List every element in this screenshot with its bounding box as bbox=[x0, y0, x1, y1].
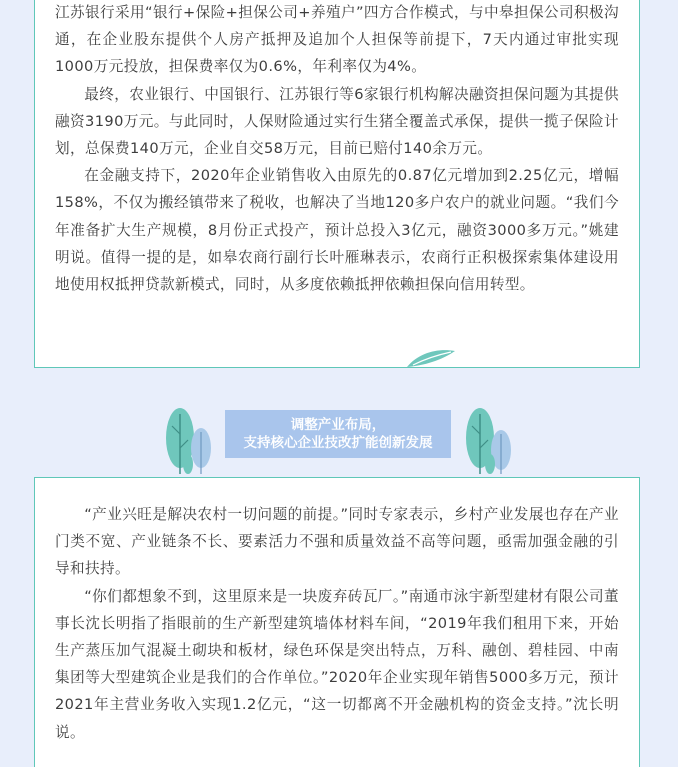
section-title bbox=[225, 410, 451, 458]
paragraph: “你们都想象不到，这里原来是一块废弃砖瓦厂。”南通市泳宇新型建材有限公司董事长沈长明指了指眼前的生产新型建筑墙体材料车间，“2019年我们租用下来，开始生产蒸压加气混凝土砌块和板材，绿色环保是突出特点，万科、融创、碧桂园、中南集团等大型建筑企业是我们的合作单位。”2020年企业实现年销售5000多万元，预计2021年主营业务收入实现1.2亿元，“这一切都离不开金融机构的资金支持。”沈长明说。 bbox=[55, 587, 619, 741]
tree-icon bbox=[160, 404, 216, 476]
paragraph: 最终，农业银行、中国银行、江苏银行等6家银行机构解决融资担保问题为其提供融资3190万元。与此同时，人保财险通过实行生猪全覆盖式承保，提供一揽子保险计划，总保费140万元，企业自交58万元，目前已赔付140余万元。 bbox=[55, 85, 619, 158]
leaf-icon bbox=[405, 348, 457, 368]
section-title-line1: 调整产业布局， bbox=[290, 417, 386, 433]
paragraph: “产业兴旺是解决农村一切问题的前提。”同时专家表示，乡村产业发展也存在产业门类不宽、产业链条不长、要素活力不强和质量效益不高等问题，亟需加强金融的引导和扶持。 bbox=[55, 506, 619, 578]
article-text-2 bbox=[35, 478, 639, 746]
section-title-line2: 支持核心企业技改扩能创新发展 bbox=[243, 435, 433, 451]
tree-icon bbox=[462, 404, 518, 476]
paragraph: 在金融支持下，2020年企业销售收入由原先的0.87亿元增加到2.25亿元，增幅158%，不仅为搬经镇带来了税收，也解决了当地120多户农户的就业问题。“我们今年准备扩大生产规模，8月份正式投产，预计总投入3亿元，融资3000多万元。”姚建明说。值得一提的是，如皋农商行副行长叶雁琳表示，农商行正积极探索集体建设用地使用权抵押贷款新模式，同时，从多度依赖抵押依赖担保向信用转型。 bbox=[55, 167, 619, 294]
paragraph: 江苏银行采用“银行+保险+担保公司+养殖户”四方合作模式，与中皋担保公司积极沟通，在企业股东提供个人房产抵押及追加个人担保等前提下，7天内通过审批实现1000万元投放，担保费率仅为0.6%，年利率仅为4%。 bbox=[55, 4, 619, 76]
article-text-1 bbox=[35, 0, 639, 298]
article-block-1 bbox=[34, 0, 640, 368]
article-block-2 bbox=[34, 477, 640, 767]
